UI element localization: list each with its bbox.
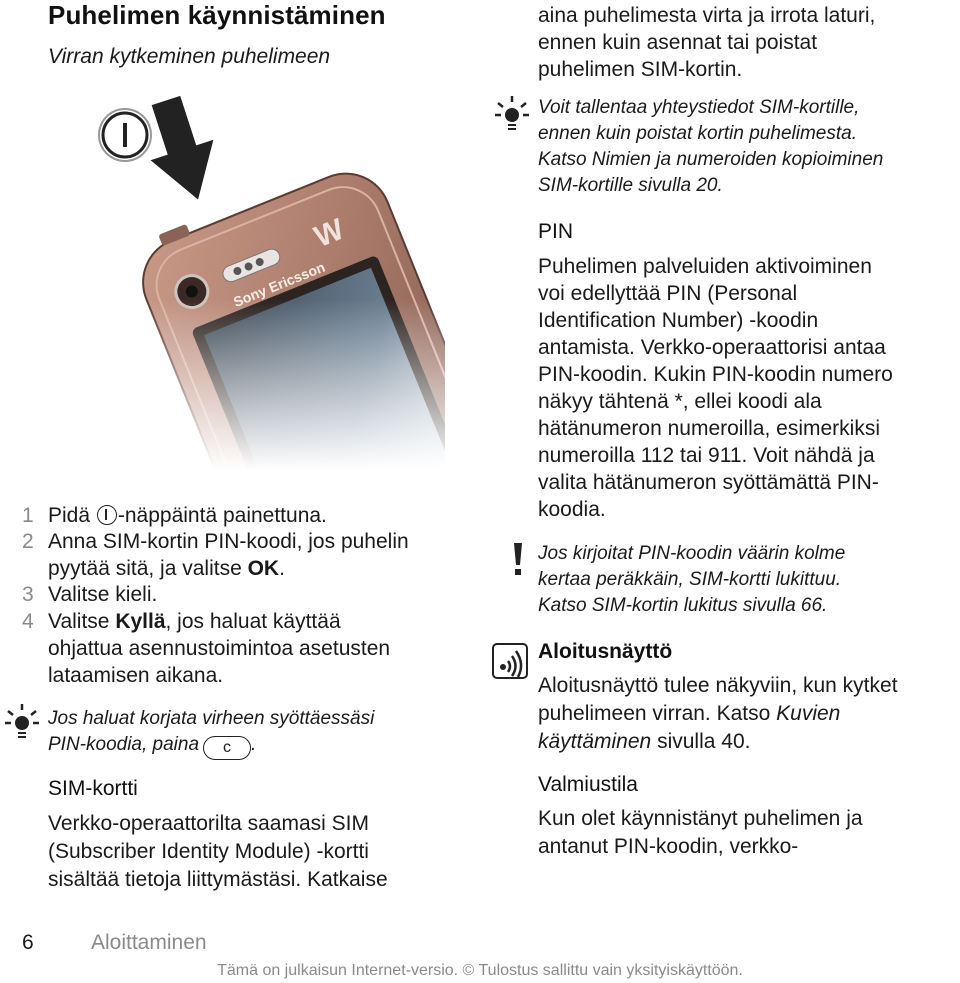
text-line: Identification Number) -koodin: [538, 309, 819, 332]
network-service-icon: [492, 643, 528, 679]
tip-text: PIN-koodia, paina: [48, 734, 200, 755]
step-text: Anna SIM-kortin PIN-koodi, jos puhelin: [48, 530, 409, 553]
warning-pin-lock: [538, 541, 845, 619]
page-subtitle: Virran kytkeminen puhelimeen: [48, 45, 331, 68]
pin-heading: PIN: [538, 220, 574, 243]
sim-text-line: (Subscriber Identity Module) -kortti: [48, 840, 369, 863]
page-title: Puhelimen käynnistäminen: [48, 0, 386, 30]
tip-text: Katso Nimien ja numeroiden kopioiminen: [538, 149, 884, 170]
step-text: Valitse: [48, 610, 116, 633]
link-text: käyttäminen: [538, 730, 652, 753]
tip-text: ennen kuin poistat kortin puhelimesta.: [538, 123, 857, 144]
step-number: 3: [22, 583, 34, 606]
text-line: PIN-koodin. Kukin PIN-koodin numero: [538, 363, 893, 386]
step-1: [22, 502, 327, 529]
power-key-icon: [97, 505, 117, 525]
text-line: voi edellyttää PIN (Personal: [538, 282, 798, 305]
step-text: .: [279, 557, 285, 580]
step-4: [22, 608, 391, 687]
link-text: Kuvien: [776, 702, 841, 725]
tip-save-contacts: [538, 95, 883, 199]
text-line: Puhelimen palveluiden aktivoiminen: [538, 255, 872, 278]
text-line: antanut PIN-koodin, verkko-: [538, 835, 799, 858]
warning-exclamation-icon: [508, 541, 528, 577]
c-key-icon: c: [203, 736, 251, 760]
step-3: [22, 581, 158, 608]
phone-illustration: [95, 90, 445, 470]
step-text: pyytää sitä, ja valitse: [48, 557, 248, 580]
step-2: [22, 528, 409, 580]
tip-text: .: [251, 734, 257, 755]
text-line: puhelimen SIM-kortin.: [538, 58, 743, 81]
sim-card-text: [48, 810, 388, 894]
step-text: -näppäintä painettuna.: [117, 504, 327, 527]
step-number: 1: [22, 504, 34, 527]
text-line: sivulla 40.: [651, 730, 751, 753]
step-text: lataamisen aikana.: [48, 664, 224, 687]
tip-text: Jos haluat korjata virheen syöttäessäsi: [48, 708, 375, 729]
text-line: Kun olet käynnistänyt puhelimen ja: [538, 807, 863, 830]
text-line: puhelimeen virran. Katso: [538, 702, 777, 725]
step-number: 4: [22, 610, 34, 633]
standby-heading: Valmiustila: [538, 773, 638, 796]
standby-screen-text: [538, 672, 898, 756]
text-line: koodia.: [538, 498, 606, 521]
step-number: 2: [22, 530, 34, 553]
step-text: Valitse kieli.: [48, 583, 158, 606]
step-bold-text: OK: [247, 557, 280, 580]
warning-text: Jos kirjoitat PIN-koodin väärin kolme: [538, 543, 846, 564]
text-line: näkyy tähtenä *, ellei koodi ala: [538, 390, 822, 413]
sim-continued-text: [538, 2, 875, 83]
text-line: hätänumeron numeroilla, esimerkiksi: [538, 417, 880, 440]
tip-text: Voit tallentaa yhteystiedot SIM-kortille,: [538, 97, 860, 118]
step-text: Pidä: [48, 504, 96, 527]
step-text: ohjattua asennustoimintoa asetusten: [48, 637, 391, 660]
page-number: 6: [22, 931, 34, 954]
tip-lightbulb-icon: [494, 94, 530, 134]
sim-text-line: Verkko-operaattorilta saamasi SIM: [48, 812, 369, 835]
step-bold-text: Kyllä: [115, 610, 166, 633]
tip-text: SIM-kortille sivulla 20.: [538, 175, 723, 196]
section-name: Aloittaminen: [91, 931, 207, 954]
text-line: ennen kuin asennat tai poistat: [538, 31, 818, 54]
tip-lightbulb-icon: [4, 702, 40, 742]
warning-text: kertaa peräkkäin, SIM-kortti lukittuu.: [538, 569, 842, 590]
standby-screen-heading: Aloitusnäyttö: [538, 640, 673, 663]
pin-text: [538, 253, 893, 523]
step-text: , jos haluat käyttää: [165, 610, 341, 633]
text-line: antamista. Verkko-operaattorisi antaa: [538, 336, 886, 359]
sim-text-line: sisältää tietoja liittymästäsi. Katkaise: [48, 868, 388, 891]
standby-text: [538, 805, 863, 861]
warning-text: Katso SIM-kortin lukitus sivulla 66.: [538, 595, 828, 616]
sim-card-heading: SIM-kortti: [48, 777, 138, 800]
text-line: valita hätänumeron syöttämättä PIN-: [538, 471, 879, 494]
text-line: Aloitusnäyttö tulee näkyviin, kun kytket: [538, 674, 898, 697]
text-line: numeroilla 112 tai 911. Voit nähdä ja: [538, 444, 875, 467]
copyright-notice: Tämä on julkaisun Internet-versio. © Tulostus sallittu vain yksityiskäyttöön.: [217, 962, 743, 979]
tip-correct-pin: [48, 706, 374, 760]
text-line: aina puhelimesta virta ja irrota laturi,: [538, 4, 876, 27]
